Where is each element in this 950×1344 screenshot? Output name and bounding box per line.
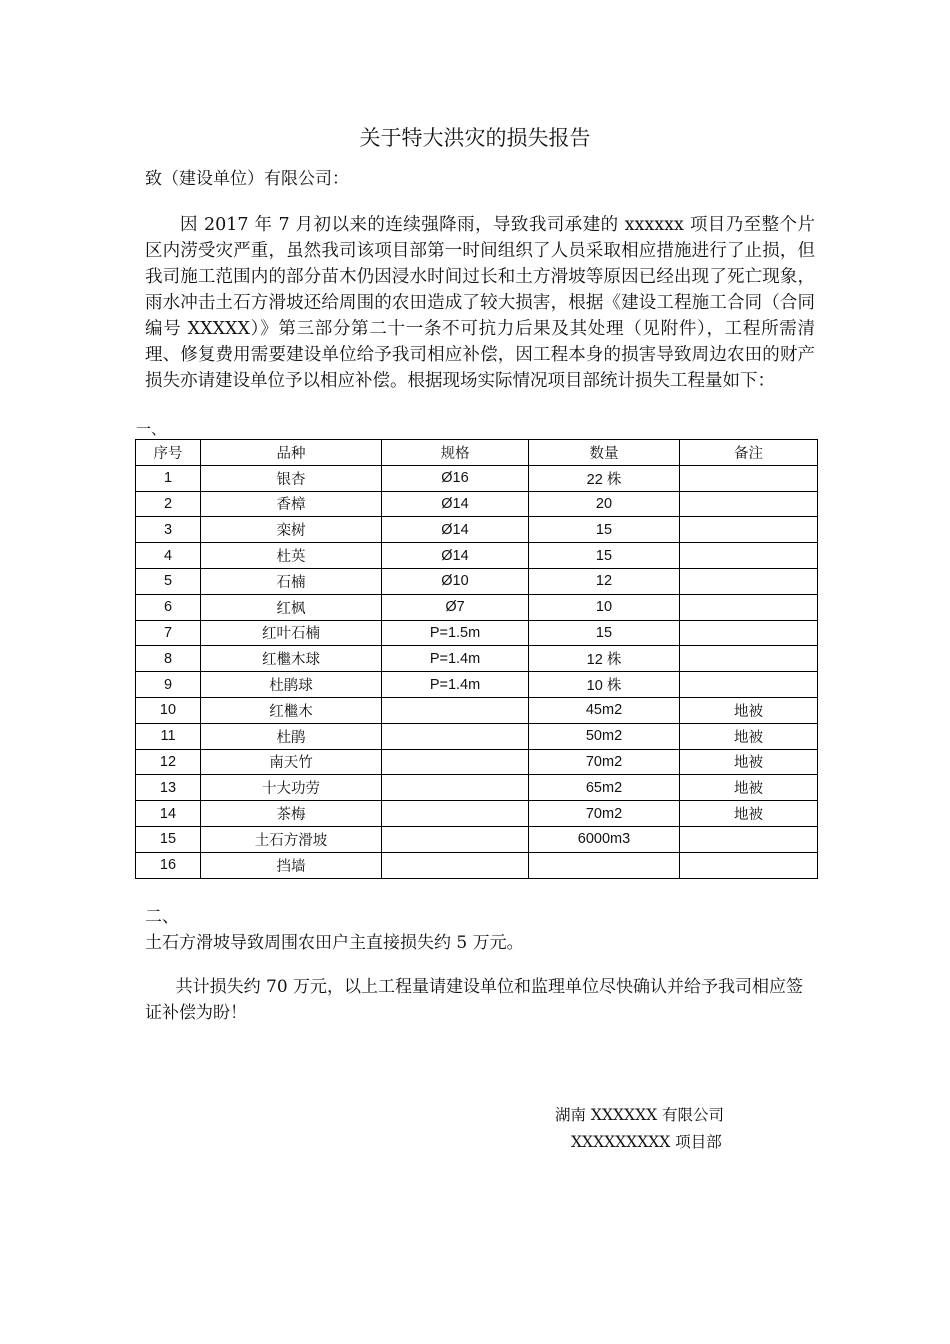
section-one-label: 一、 [136, 420, 167, 438]
cell-variety: 栾树 [201, 517, 382, 543]
cell-spec [382, 826, 529, 852]
cell-index: 6 [136, 594, 201, 620]
signature-company: 湖南 XXXXXX 有限公司 [555, 1106, 725, 1124]
cell-variety: 杜英 [201, 543, 382, 569]
cell-variety: 石楠 [201, 568, 382, 594]
cell-index: 7 [136, 620, 201, 646]
cell-spec: P=1.4m [382, 646, 529, 672]
cell-quantity [529, 852, 680, 878]
cell-spec [382, 775, 529, 801]
cell-remark [680, 517, 818, 543]
cell-remark [680, 620, 818, 646]
cell-index: 2 [136, 491, 201, 517]
cell-quantity: 10 [529, 594, 680, 620]
cell-spec: Ø14 [382, 543, 529, 569]
cell-spec [382, 697, 529, 723]
cell-remark [680, 826, 818, 852]
table-row [136, 749, 818, 775]
section-two-text: 土石方滑坡导致周围农田户主直接损失约 5 万元。 [145, 933, 524, 953]
table-row [136, 801, 818, 827]
cell-quantity: 12 [529, 568, 680, 594]
cell-index: 15 [136, 826, 201, 852]
table-row [136, 723, 818, 749]
cell-quantity: 12 株 [529, 646, 680, 672]
table-row [136, 826, 818, 852]
cell-remark [680, 491, 818, 517]
cell-variety: 红枫 [201, 594, 382, 620]
cell-quantity: 15 [529, 620, 680, 646]
header-variety: 品种 [201, 440, 382, 466]
cell-remark [680, 852, 818, 878]
cell-quantity: 70m2 [529, 749, 680, 775]
cell-remark: 地被 [680, 723, 818, 749]
cell-index: 16 [136, 852, 201, 878]
table-row [136, 491, 818, 517]
cell-spec [382, 801, 529, 827]
cell-variety: 南天竹 [201, 749, 382, 775]
table-row [136, 465, 818, 491]
cell-variety: 茶梅 [201, 801, 382, 827]
cell-remark: 地被 [680, 801, 818, 827]
cell-remark [680, 465, 818, 491]
cell-quantity: 50m2 [529, 723, 680, 749]
cell-variety: 香樟 [201, 491, 382, 517]
cell-index: 11 [136, 723, 201, 749]
cell-variety: 红叶石楠 [201, 620, 382, 646]
cell-quantity: 45m2 [529, 697, 680, 723]
cell-variety: 银杏 [201, 465, 382, 491]
cell-spec: Ø14 [382, 491, 529, 517]
cell-index: 5 [136, 568, 201, 594]
body-paragraph: 因 2017 年 7 月初以来的连续强降雨，导致我司承建的 xxxxxx 项目乃至整个片区内涝受灾严重，虽然我司该项目部第一时间组织了人员采取相应措施进行了止损，但我司施工范围内的部分苗木仍因浸水时间过长和土方滑坡等原因已经出现了死亡现象，雨水冲击土石方滑坡还给周围的农田造成了较大损害，根据《建设工程施工合同（合同编号 XXXXX）》第三部分第二十一条不可抗力后果及其处理（见附件），工程所需清理、修复费用需要建设单位给予我司相应补偿，因工程本身的损害导致周边农田的财产损失亦请建设单位予以相应补偿。根据现场实际情况项目部统计损失工程量如下： [145, 215, 815, 391]
cell-remark [680, 594, 818, 620]
loss-table [135, 439, 818, 879]
table-row [136, 620, 818, 646]
table-row [136, 517, 818, 543]
document-title: 关于特大洪灾的损失报告 [359, 126, 591, 150]
cell-index: 13 [136, 775, 201, 801]
cell-index: 8 [136, 646, 201, 672]
table-row [136, 646, 818, 672]
cell-quantity: 20 [529, 491, 680, 517]
cell-remark [680, 568, 818, 594]
salutation: 致（建设单位）有限公司： [145, 169, 349, 189]
cell-variety: 红檵木球 [201, 646, 382, 672]
cell-quantity: 15 [529, 517, 680, 543]
table-row [136, 775, 818, 801]
cell-quantity: 10 株 [529, 672, 680, 698]
table-row [136, 672, 818, 698]
cell-index: 4 [136, 543, 201, 569]
table-row [136, 852, 818, 878]
cell-spec: P=1.5m [382, 620, 529, 646]
cell-quantity: 65m2 [529, 775, 680, 801]
header-index: 序号 [136, 440, 201, 466]
table-header-row [136, 440, 818, 466]
table-row [136, 568, 818, 594]
table-row [136, 543, 818, 569]
cell-remark: 地被 [680, 775, 818, 801]
header-quantity: 数量 [529, 440, 680, 466]
cell-spec [382, 852, 529, 878]
cell-index: 3 [136, 517, 201, 543]
cell-quantity: 22 株 [529, 465, 680, 491]
cell-spec [382, 723, 529, 749]
cell-remark [680, 543, 818, 569]
cell-index: 12 [136, 749, 201, 775]
cell-index: 1 [136, 465, 201, 491]
cell-variety: 土石方滑坡 [201, 826, 382, 852]
cell-remark: 地被 [680, 697, 818, 723]
cell-index: 10 [136, 697, 201, 723]
signature-department: XXXXXXXXX 项目部 [571, 1133, 722, 1151]
cell-remark [680, 672, 818, 698]
cell-variety: 杜鹃球 [201, 672, 382, 698]
table-row [136, 594, 818, 620]
cell-spec [382, 749, 529, 775]
cell-spec: Ø10 [382, 568, 529, 594]
cell-index: 9 [136, 672, 201, 698]
cell-variety: 十大功劳 [201, 775, 382, 801]
cell-quantity: 6000m3 [529, 826, 680, 852]
cell-remark: 地被 [680, 749, 818, 775]
section-two-label: 二、 [145, 907, 179, 927]
total-paragraph: 共计损失约 70 万元，以上工程量请建设单位和监理单位尽快确认并给予我司相应签证补偿为盼！ [145, 977, 804, 1023]
cell-quantity: 70m2 [529, 801, 680, 827]
cell-variety: 挡墙 [201, 852, 382, 878]
cell-spec: Ø14 [382, 517, 529, 543]
cell-variety: 杜鹃 [201, 723, 382, 749]
cell-spec: P=1.4m [382, 672, 529, 698]
cell-spec: Ø7 [382, 594, 529, 620]
header-spec: 规格 [382, 440, 529, 466]
header-remark: 备注 [680, 440, 818, 466]
cell-spec: Ø16 [382, 465, 529, 491]
cell-quantity: 15 [529, 543, 680, 569]
cell-remark [680, 646, 818, 672]
table-row [136, 697, 818, 723]
cell-index: 14 [136, 801, 201, 827]
cell-variety: 红檵木 [201, 697, 382, 723]
